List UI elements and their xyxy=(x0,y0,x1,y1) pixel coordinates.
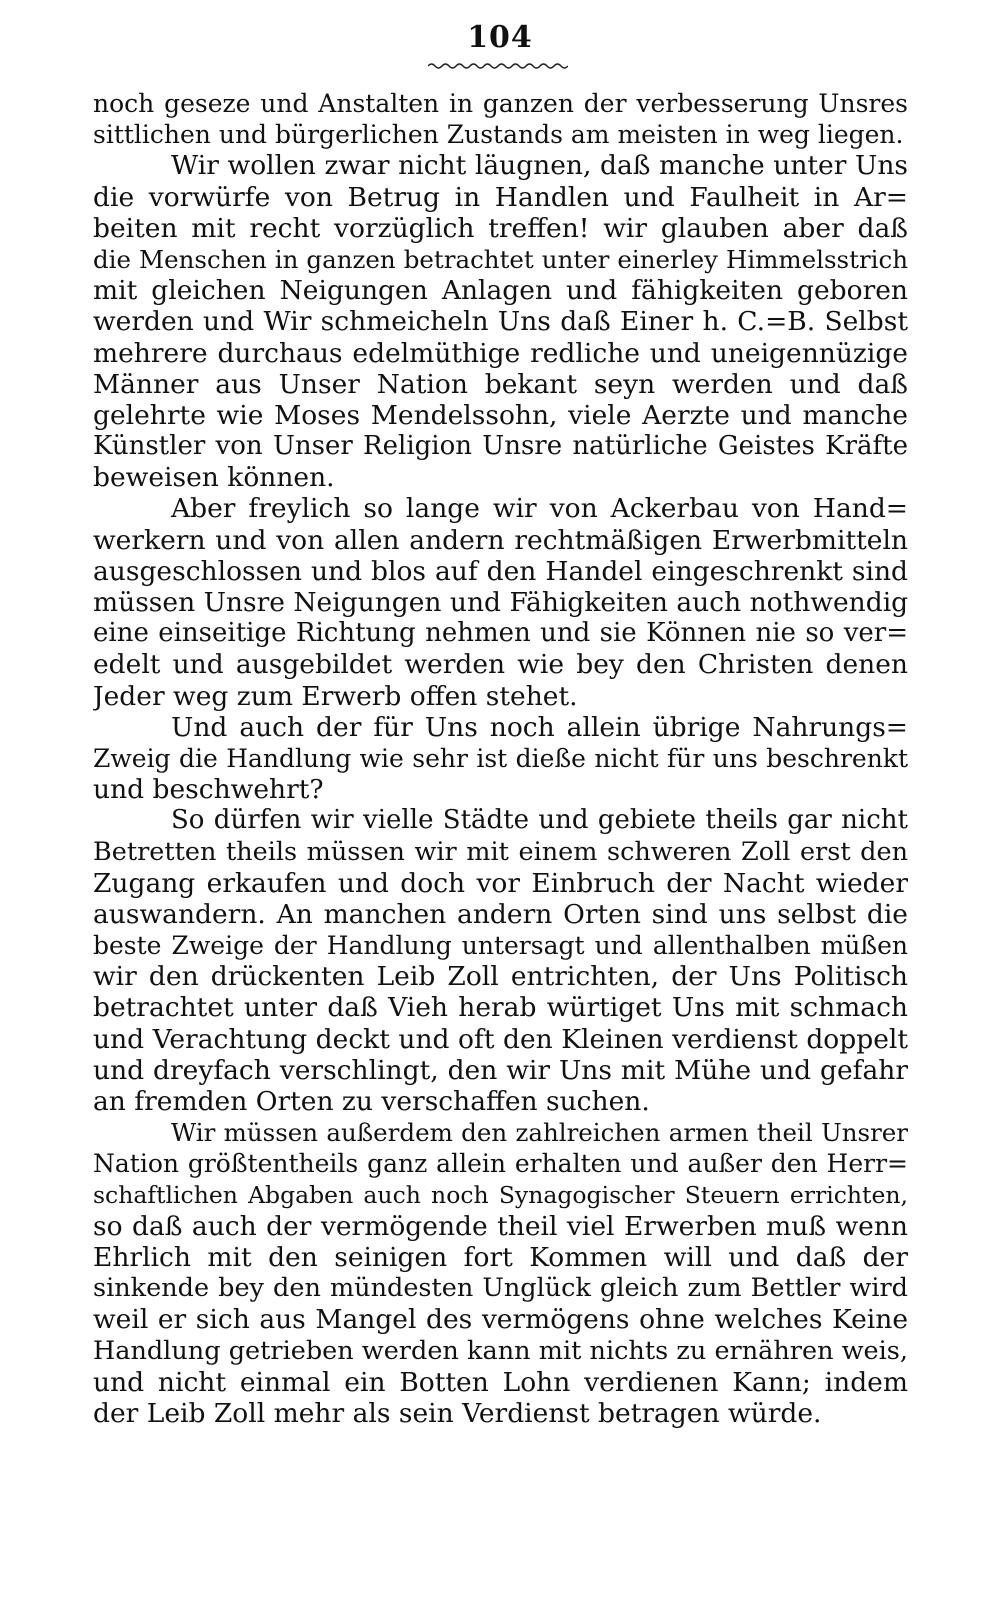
text-line: edelt und ausgebildet werden wie bey den Christen denen xyxy=(93,649,908,681)
text-line: Betretten theils müssen wir mit einem schweren Zoll erst den xyxy=(93,836,908,867)
text-line: sittlichen und bürgerlichen Zustands am meisten in weg liegen. xyxy=(93,120,904,150)
text-line: Ehrlich mit den seinigen fort Kommen will und daß der xyxy=(93,1241,908,1273)
text-line: Und auch der für Uns noch allein übrige Nahrungs= xyxy=(171,711,908,743)
text-line: betrachtet unter daß Vieh herab würtiget Uns mit schmach xyxy=(93,992,908,1024)
text-line: beweisen können. xyxy=(93,462,335,494)
text-line: und Verachtung deckt und oft den Kleinen verdienst doppelt xyxy=(93,1023,908,1055)
text-line: sinkende bey den mündesten Unglück gleich zum Bettler wird xyxy=(93,1273,908,1304)
body-text xyxy=(93,88,908,1429)
text-line: werden und Wir schmeicheln Uns daß Einer h. C.=B. Selbst xyxy=(93,306,908,338)
text-line: und dreyfach verschlingt, den wir Uns mit Mühe und gefahr xyxy=(93,1054,908,1086)
text-line: gelehrte wie Moses Mendelssohn, viele Aerzte und manche xyxy=(93,399,908,431)
text-line: Handlung getrieben werden kann mit nichts zu ernähren weis, xyxy=(93,1335,908,1366)
text-line: der Leib Zoll mehr als sein Verdienst betragen würde. xyxy=(93,1397,822,1429)
text-line: so daß auch der vermögende theil viel Erwerben muß wenn xyxy=(93,1210,908,1242)
text-line: Nation größtentheils ganz allein erhalten und außer den Herr= xyxy=(93,1149,908,1179)
text-line: die vorwürfe von Betrug in Handlen und Faulheit in Ar= xyxy=(93,181,908,213)
text-line: Wir wollen zwar nicht läugnen, daß manche unter Uns xyxy=(171,150,908,182)
text-line: schaftlichen Abgaben auch noch Synagogischer Steuern errichten, xyxy=(93,1180,908,1209)
text-line: wir den drückenten Leib Zoll entrichten, der Uns Politisch xyxy=(93,961,908,993)
text-line: Zugang erkaufen und doch vor Einbruch der Nacht wieder xyxy=(93,867,908,899)
text-line: auswandern. An manchen andern Orten sind uns selbst die xyxy=(93,898,908,930)
text-line: und nicht einmal ein Botten Lohn verdienen Kann; indem xyxy=(93,1366,908,1398)
text-line: beiten mit recht vorzüglich treffen! wir glauben aber daß xyxy=(93,212,908,244)
wavy-rule-ornament xyxy=(428,62,568,70)
text-line: an fremden Orten zu verschaffen suchen. xyxy=(93,1086,650,1117)
text-line: Jeder weg zum Erwerb offen stehet. xyxy=(93,680,578,712)
text-line: und beschwehrt? xyxy=(93,774,324,806)
text-line: müssen Unsre Neigungen und Fähigkeiten auch nothwendig xyxy=(93,587,908,618)
text-line: So dürfen wir vielle Städte und gebiete theils gar nicht xyxy=(171,805,908,836)
text-line: noch geseze und Anstalten in ganzen der verbesserung Unsres xyxy=(93,89,908,118)
text-line: mehrere durchaus edelmüthige redliche und uneigennüzige xyxy=(93,337,908,369)
text-line: Wir müssen außerdem den zahlreichen armen theil Unsrer xyxy=(171,1118,908,1148)
text-line: ausgeschlossen und blos auf den Handel eingeschrenkt sind xyxy=(93,555,908,587)
text-line: eine einseitige Richtung nehmen und sie Können nie so ver= xyxy=(93,618,908,649)
text-line: Männer aus Unser Nation bekant seyn werden und daß xyxy=(93,368,908,400)
text-line: werkern und von allen andern rechtmäßigen Erwerbmitteln xyxy=(93,524,908,556)
page-number: 104 xyxy=(467,20,533,55)
text-line: die Menschen in ganzen betrachtet unter einerley Himmelsstrich xyxy=(93,244,908,274)
text-line: Aber freylich so lange wir von Ackerbau von Hand= xyxy=(171,493,908,525)
text-line: weil er sich aus Mangel des vermögens ohne welches Keine xyxy=(93,1304,908,1336)
text-line: beste Zweige der Handlung untersagt und allenthalben müßen xyxy=(93,931,908,961)
text-line: Künstler von Unser Religion Unsre natürliche Geistes Kräfte xyxy=(93,431,908,462)
text-line: Zweig die Handlung wie sehr ist dieße nicht für uns beschrenkt xyxy=(93,743,908,773)
text-line: mit gleichen Neigungen Anlagen und fähigkeiten geboren xyxy=(93,275,908,307)
